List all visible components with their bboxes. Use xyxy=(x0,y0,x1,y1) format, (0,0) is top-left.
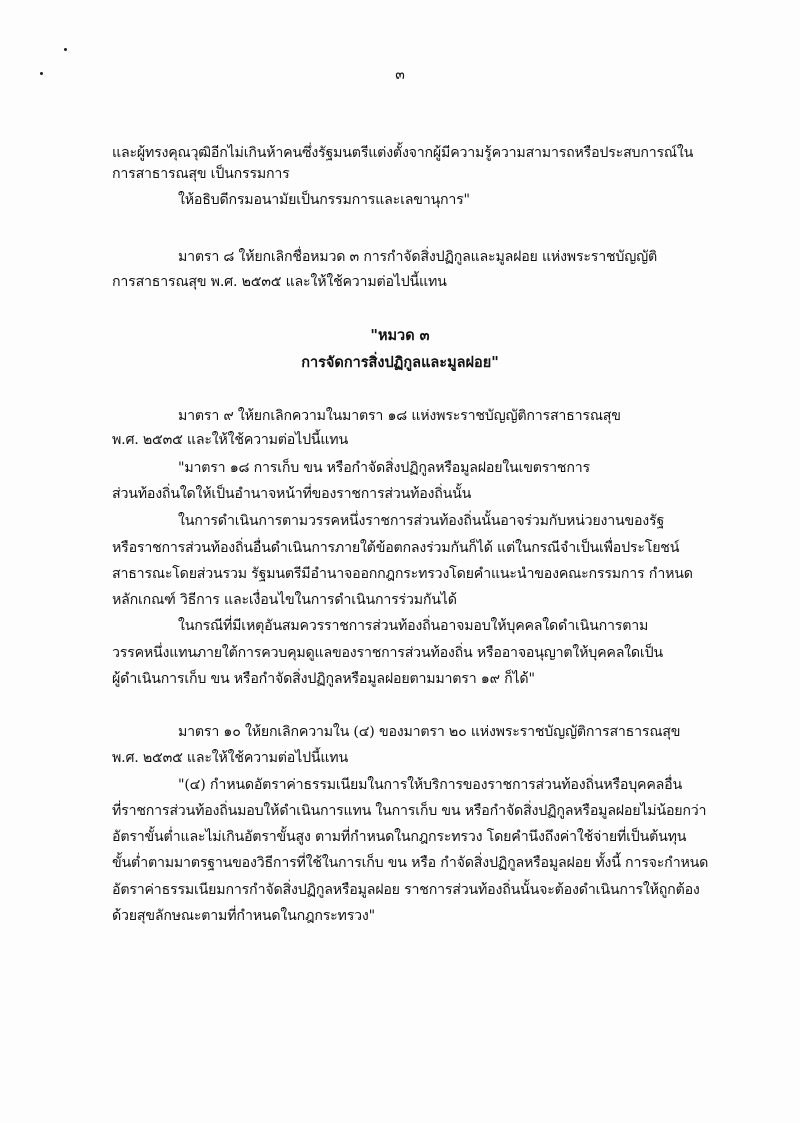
section-8-line: มาตรา ๘ ให้ยกเลิกชื่อหมวด ๓ การกำจัดสิ่งปฏิกูลและมูลฝอย แห่งพระราชบัญญัติ xyxy=(178,249,658,265)
section-18-line: ในการดำเนินการตามวรรคหนึ่งราชการส่วนท้องถิ่นนั้นอาจร่วมกับหน่วยงานของรัฐ xyxy=(178,513,665,529)
section-18-line: หลักเกณฑ์ วิธีการ และเงื่อนไขในการดำเนินการร่วมกันได้ xyxy=(112,592,457,608)
chapter-title: การจัดการสิ่งปฏิกูลและมูลฝอย" xyxy=(301,354,499,371)
section-18-line: สาธารณะโดยส่วนรวม รัฐมนตรีมีอำนาจออกกฎกระทรวงโดยคำแนะนำของคณะกรรมการ กำหนด xyxy=(112,566,693,582)
chapter-heading: "หมวด ๓ xyxy=(370,327,430,344)
section-18-line: ส่วนท้องถิ่นใดให้เป็นอำนาจหน้าที่ของราชการส่วนท้องถิ่นนั้น xyxy=(112,486,472,502)
scan-speck xyxy=(64,48,67,51)
section-20-4-line: อัตราค่าธรรมเนียมการกำจัดสิ่งปฏิกูลหรือมูลฝอย ราชการส่วนท้องถิ่นนั้นจะต้องดำเนินการให้ถูกต้อง xyxy=(112,882,700,898)
body-line: การสาธารณสุข เป็นกรรมการ xyxy=(112,166,290,182)
section-20-4-line: ขั้นต่ำตามมาตรฐานของวิธีการที่ใช้ในการเก็บ ขน หรือ กำจัดสิ่งปฏิกูลหรือมูลฝอย ทั้งนี้ การจะกำหนด xyxy=(112,855,709,871)
section-18-line: ผู้ดำเนินการเก็บ ขน หรือกำจัดสิ่งปฏิกูลหรือมูลฝอยตามมาตรา ๑๙ ก็ได้" xyxy=(112,671,535,687)
section-20-4-line: อัตราขั้นต่ำและไม่เกินอัตราขั้นสูง ตามที่กำหนดในกฎกระทรวง โดยคำนึงถึงค่าใช้จ่ายที่เป็นต้นทุน xyxy=(112,829,687,845)
section-20-4-line: "(๔) กำหนดอัตราค่าธรรมเนียมในการให้บริการของราชการส่วนท้องถิ่นหรือบุคคลอื่น xyxy=(178,777,682,793)
section-18-line: ในกรณีที่มีเหตุอันสมควรราชการส่วนท้องถิ่นอาจมอบให้บุคคลใดดำเนินการตาม xyxy=(178,618,649,634)
section-18-line: "มาตรา ๑๘ การเก็บ ขน หรือกำจัดสิ่งปฏิกูลหรือมูลฝอยในเขตราชการ xyxy=(178,460,590,476)
section-10-line: มาตรา ๑๐ ให้ยกเลิกความใน (๔) ของมาตรา ๒๐ แห่งพระราชบัญญัติการสาธารณสุข xyxy=(178,724,681,740)
page-number: ๓ xyxy=(395,67,405,83)
body-line: ให้อธิบดีกรมอนามัยเป็นกรรมการและเลขานุการ" xyxy=(178,192,470,208)
section-18-line: วรรคหนึ่งแทนภายใต้การควบคุมดูแลของราชการส่วนท้องถิ่น หรืออาจอนุญาตให้บุคคลใดเป็น xyxy=(112,645,663,661)
section-10-line: พ.ศ. ๒๕๓๕ และให้ใช้ความต่อไปนี้แทน xyxy=(112,750,348,766)
body-line: และผู้ทรงคุณวุฒิอีกไม่เกินห้าคนซึ่งรัฐมนตรีแต่งตั้งจากผู้มีความรู้ความสามารถหรือประสบการณ์ใน xyxy=(112,145,694,161)
section-9-line: มาตรา ๙ ให้ยกเลิกความในมาตรา ๑๘ แห่งพระราชบัญญัติการสาธารณสุข xyxy=(178,408,621,424)
section-18-line: หรือราชการส่วนท้องถิ่นอื่นดำเนินการภายใต้ข้อตกลงร่วมกันก็ได้ แต่ในกรณีจำเป็นเพื่อประโยชน์ xyxy=(112,540,680,556)
section-8-line: การสาธารณสุข พ.ศ. ๒๕๓๕ และให้ใช้ความต่อไปนี้แทน xyxy=(112,274,447,290)
section-20-4-line: ด้วยสุขลักษณะตามที่กำหนดในกฎกระทรวง" xyxy=(112,908,375,924)
section-9-line: พ.ศ. ๒๕๓๕ และให้ใช้ความต่อไปนี้แทน xyxy=(112,432,348,448)
section-20-4-line: ที่ราชการส่วนท้องถิ่นมอบให้ดำเนินการแทน ในการเก็บ ขน หรือกำจัดสิ่งปฏิกูลหรือมูลฝอยไม่น้อยกว่า xyxy=(112,803,707,819)
